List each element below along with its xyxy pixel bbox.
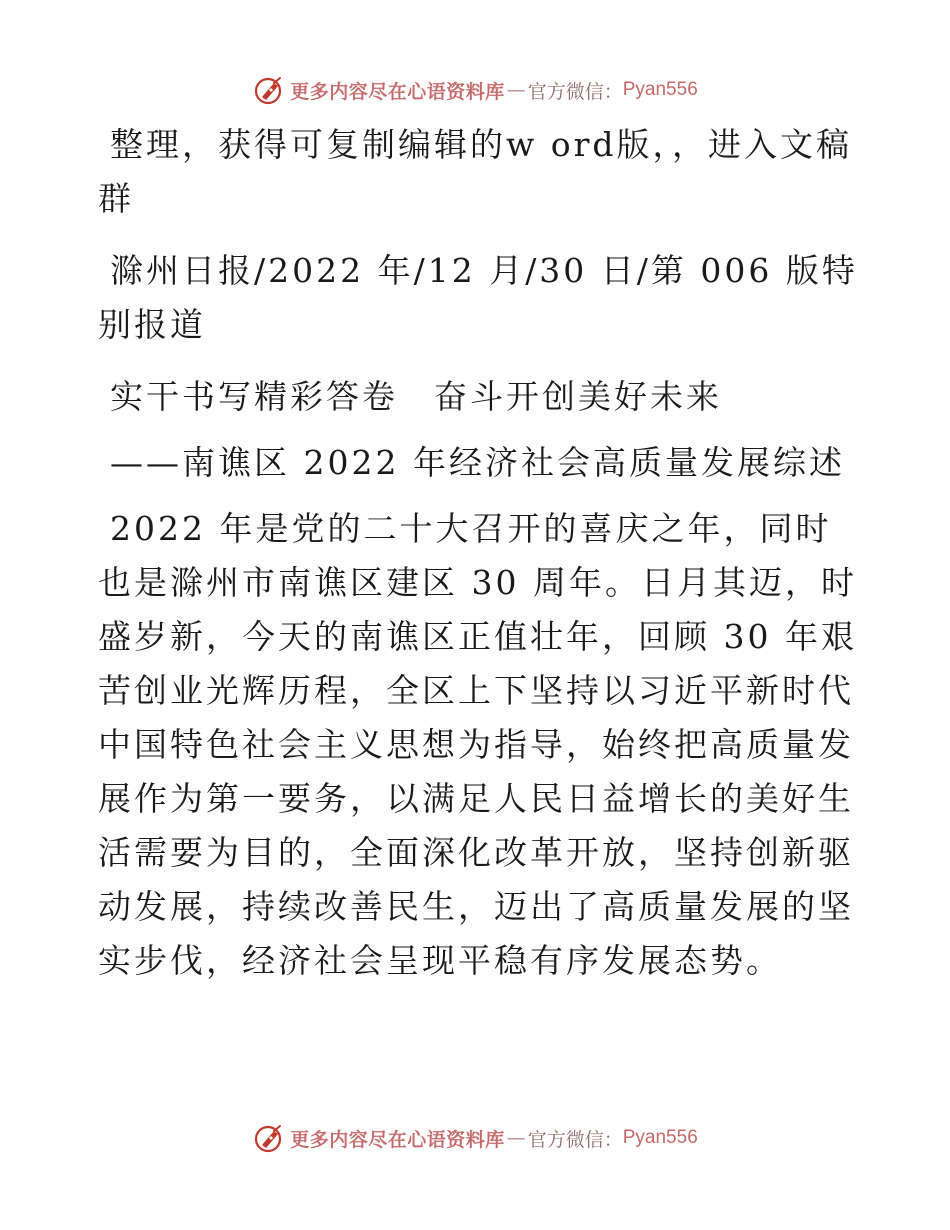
watermark-wechat-label: 官方微信： bbox=[527, 80, 623, 103]
pen-nib-logo-icon bbox=[252, 73, 286, 107]
intro-note: 整理，获得可复制编辑的w ord版，，进入文稿群 bbox=[98, 125, 853, 218]
pen-nib-logo-icon bbox=[252, 1121, 286, 1155]
watermark-separator: — bbox=[506, 1127, 526, 1149]
watermark-site-name: 更多内容尽在心语资料库 bbox=[290, 1128, 505, 1151]
watermark-wechat-id: Pyan556 bbox=[622, 79, 698, 100]
watermark-wechat-id: Pyan556 bbox=[622, 1127, 698, 1148]
document-body bbox=[98, 118, 858, 988]
watermark-separator: — bbox=[506, 79, 526, 101]
source-line: 滁州日报/2022 年/12 月/30 日/第 006 版特别报道 bbox=[98, 251, 858, 344]
article-title: 实干书写精彩答卷 奋斗开创美好未来 bbox=[110, 377, 722, 416]
watermark-wechat-label: 官方微信： bbox=[527, 1128, 623, 1151]
article-paragraph: 2022 年是党的二十大召开的喜庆之年，同时也是滁州市南谯区建区 30 周年。日月其迈，时盛岁新，今天的南谯区正值壮年，回顾 30 年艰苦创业光辉历程，全区上下坚持以习近平新时代中国特色社会主义思想为指导，始终把高质量发展作为第一要务，以满足人民日益增长的美好生活需要为目的，全面深化改革开放，坚持创新驱动发展，持续改善民生，迈出了高质量发展的坚实步伐，经济社会呈现平稳有序发展态势。 bbox=[98, 509, 857, 980]
article-subtitle: ——南谯区 2022 年经济社会高质量发展综述 bbox=[110, 443, 845, 482]
footer-watermark bbox=[0, 1118, 950, 1158]
watermark-site-name: 更多内容尽在心语资料库 bbox=[290, 80, 505, 103]
header-watermark bbox=[0, 70, 950, 110]
